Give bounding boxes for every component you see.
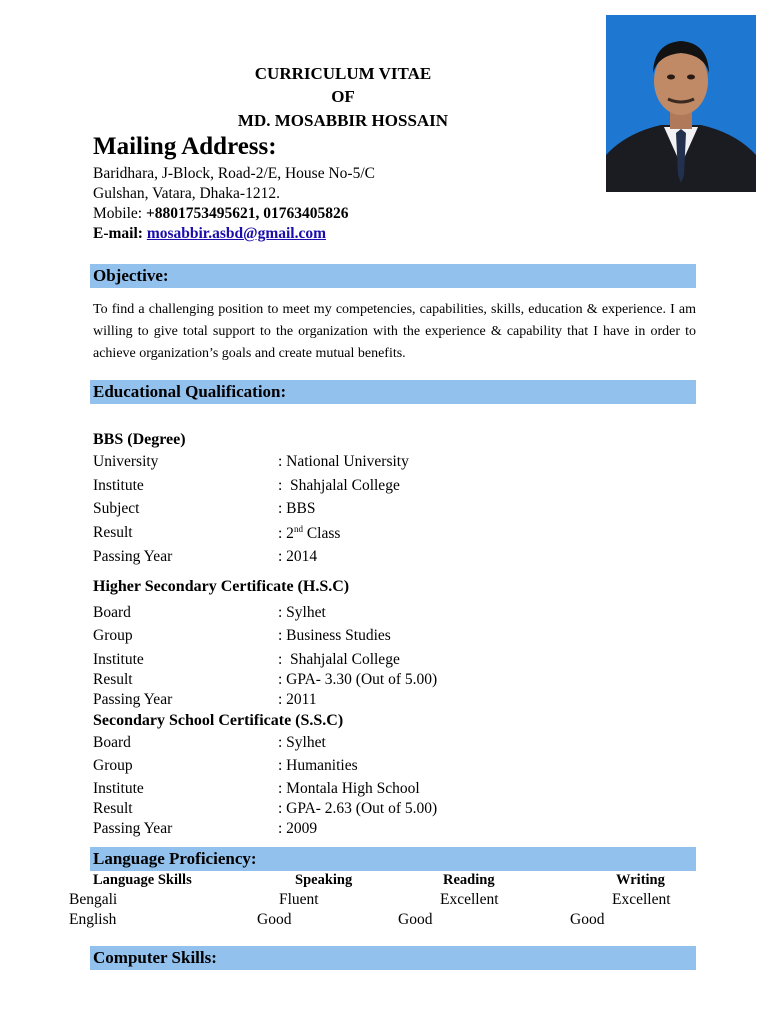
row-label: Result — [93, 800, 133, 817]
email-link[interactable]: mosabbir.asbd@gmail.com — [146, 225, 327, 242]
cv-name: MD. MOSABBIR HOSSAIN — [237, 111, 449, 130]
row-value: : GPA- 3.30 (Out of 5.00) — [278, 671, 438, 688]
row-label: Passing Year — [93, 691, 173, 708]
row-label: Result — [93, 524, 133, 541]
objective-heading: Objective: — [90, 264, 696, 288]
row-value: : National University — [278, 453, 409, 470]
cv-title: CURRICULUM VITAE — [254, 64, 432, 83]
ssc-title: Secondary School Certificate (S.S.C) — [93, 712, 344, 729]
mailing-address-heading: Mailing Address: — [93, 133, 277, 160]
lang-col-writing: Writing — [616, 872, 665, 888]
row-label: Board — [93, 734, 131, 751]
objective-text: To find a challenging position to meet my competencies, capabilities, skills, education & experience. I am willing to give total support to the organization with the experience & capability that I have in order to achieve organization’s goals and create mutual benefits. — [93, 302, 696, 361]
lang-col-speaking: Speaking — [295, 872, 353, 888]
email-line — [93, 225, 326, 243]
row-label: Passing Year — [93, 548, 173, 565]
table-row — [93, 627, 693, 647]
row-label: Result — [93, 671, 133, 688]
row-value: : Business Studies — [278, 627, 391, 644]
row-label: Institute — [93, 477, 144, 494]
row-value: : BBS — [278, 500, 316, 517]
row-label: University — [93, 453, 159, 470]
address-line-1: Baridhara, J-Block, Road-2/E, House No-5/C — [93, 165, 375, 182]
table-row — [93, 477, 693, 497]
lang-col-reading: Reading — [443, 872, 495, 888]
table-row — [93, 548, 693, 568]
lang-bengali-writing: Excellent — [612, 891, 671, 908]
language-heading: Language Proficiency: — [90, 847, 696, 871]
address-line-2: Gulshan, Vatara, Dhaka-1212. — [93, 185, 280, 202]
table-row — [93, 453, 693, 473]
lang-bengali-speaking: Fluent — [279, 891, 319, 908]
row-label: Institute — [93, 651, 144, 668]
lang-english-writing: Good — [570, 911, 605, 928]
row-value: : Montala High School — [278, 780, 420, 797]
table-row — [93, 524, 693, 544]
lang-english: English — [69, 911, 117, 928]
table-row — [93, 671, 693, 691]
row-label: Subject — [93, 500, 140, 517]
result-pre: : 2 — [278, 525, 294, 543]
email-label: E-mail: — [93, 225, 147, 242]
lang-bengali: Bengali — [69, 891, 118, 908]
table-row — [93, 780, 693, 800]
hsc-title: Higher Secondary Certificate (H.S.C) — [93, 578, 350, 595]
result-post: Class — [302, 525, 341, 543]
row-value: : Sylhet — [278, 734, 326, 751]
row-label: Board — [93, 604, 131, 621]
table-row — [93, 800, 693, 820]
table-row — [93, 604, 693, 624]
table-row — [93, 757, 693, 777]
lang-english-reading: Good — [398, 911, 433, 928]
row-value: : Sylhet — [278, 604, 326, 621]
mobile-line — [93, 205, 349, 223]
result-sup: nd — [293, 524, 303, 534]
lang-col-skills: Language Skills — [93, 872, 192, 888]
bbs-title: BBS (Degree) — [93, 431, 186, 448]
row-value — [278, 524, 340, 543]
lang-english-speaking: Good — [257, 911, 292, 928]
lang-bengali-reading: Excellent — [440, 891, 499, 908]
row-value: : Shahjalal College — [278, 477, 400, 494]
computer-skills-heading: Computer Skills: — [90, 946, 696, 970]
mobile-label: Mobile: — [93, 205, 146, 222]
table-row — [93, 820, 693, 840]
table-row — [93, 500, 693, 520]
row-value: : 2009 — [278, 820, 318, 837]
cv-title-of: OF — [331, 87, 355, 106]
row-value: : 2011 — [278, 691, 317, 708]
profile-photo — [606, 15, 756, 192]
row-label: Group — [93, 757, 133, 774]
table-row — [93, 734, 693, 754]
table-row — [93, 691, 693, 711]
row-value: : 2014 — [278, 548, 318, 565]
row-label: Institute — [93, 780, 144, 797]
table-row — [93, 651, 693, 671]
education-heading: Educational Qualification: — [90, 380, 696, 404]
row-label: Passing Year — [93, 820, 173, 837]
row-label: Group — [93, 627, 133, 644]
row-value: : Humanities — [278, 757, 358, 774]
row-value: : GPA- 2.63 (Out of 5.00) — [278, 800, 438, 817]
mobile-value: +8801753495621, 01763405826 — [145, 205, 349, 222]
row-value: : Shahjalal College — [278, 651, 400, 668]
